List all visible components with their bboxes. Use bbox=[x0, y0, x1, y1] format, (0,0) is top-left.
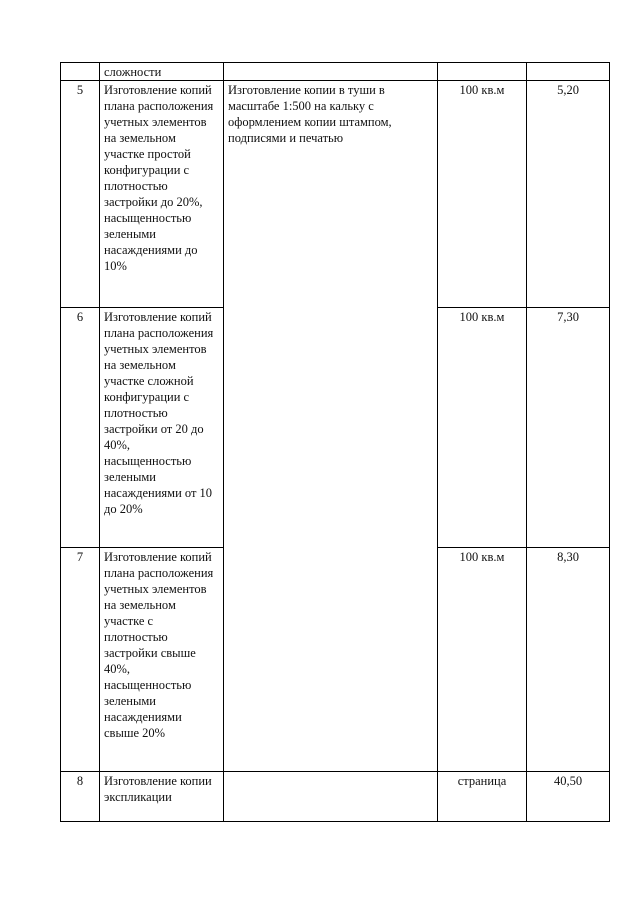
price: 5,20 bbox=[527, 81, 610, 308]
service-name: сложности bbox=[100, 63, 224, 81]
price: 40,50 bbox=[527, 772, 610, 822]
unit: страница bbox=[438, 772, 527, 822]
unit bbox=[438, 63, 527, 81]
service-description bbox=[224, 63, 438, 81]
price bbox=[527, 63, 610, 81]
unit: 100 кв.м bbox=[438, 548, 527, 772]
service-name: Изготовление копии экспликации bbox=[100, 772, 224, 822]
row-number bbox=[61, 63, 100, 81]
row-number: 6 bbox=[61, 308, 100, 548]
service-name: Изготовление копий плана расположения учетных элементов на земельном участке с плотностью застройки свыше 40%, насыщенностью зелеными насаждениями свыше 20% bbox=[100, 548, 224, 772]
table-row bbox=[61, 772, 610, 822]
price: 7,30 bbox=[527, 308, 610, 548]
row-number: 5 bbox=[61, 81, 100, 308]
service-description bbox=[224, 772, 438, 822]
table-row bbox=[61, 81, 610, 308]
price-table bbox=[60, 62, 610, 822]
service-name: Изготовление копий плана расположения учетных элементов на земельном участке сложной конфигурации с плотностью застройки от 20 до 40%, насыщенностью зелеными насаждениями от 10 до 20% bbox=[100, 308, 224, 548]
row-number: 7 bbox=[61, 548, 100, 772]
service-name: Изготовление копий плана расположения учетных элементов на земельном участке простой конфигурации с плотностью застройки до 20%, насыщенностью зелеными насаждениями до 10% bbox=[100, 81, 224, 308]
service-description: Изготовление копии в туши в масштабе 1:500 на кальку с оформлением копии штампом, подписями и печатью bbox=[224, 81, 438, 772]
row-number: 8 bbox=[61, 772, 100, 822]
price: 8,30 bbox=[527, 548, 610, 772]
unit: 100 кв.м bbox=[438, 81, 527, 308]
unit: 100 кв.м bbox=[438, 308, 527, 548]
table-row bbox=[61, 63, 610, 81]
